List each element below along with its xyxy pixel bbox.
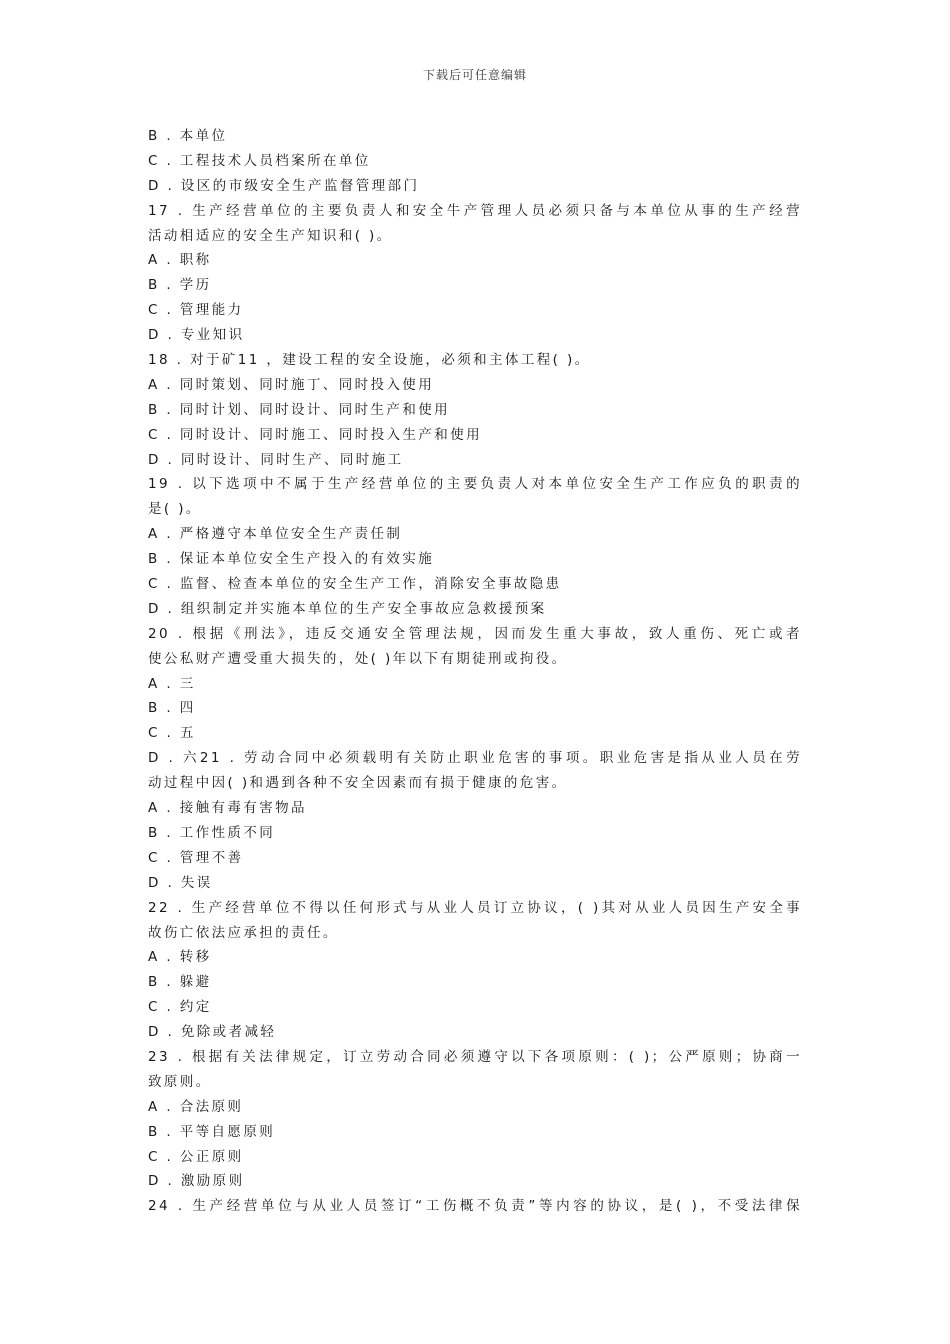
text-line: C . 五 xyxy=(148,725,196,742)
text-line: D . 六21 . 劳动合同中必须载明有关防止职业危害的事项。职业危害是指从业人员在劳 xyxy=(148,750,802,767)
text-line: 活动相适应的安全生产知识和( )。 xyxy=(148,227,393,244)
text-line: C . 约定 xyxy=(148,999,212,1016)
text-line: C . 同时设计、同时施工、同时投入生产和使用 xyxy=(148,426,482,443)
text-line: A . 转移 xyxy=(148,949,212,966)
text-line: 19 . 以下选项中不属于生产经营单位的主要负责人对本单位安全生产工作应负的职责的 xyxy=(148,476,802,493)
text-line: A . 职称 xyxy=(148,252,212,269)
text-line: B . 保证本单位安全生产投入的有效实施 xyxy=(148,551,435,568)
text-line: 17 . 生产经营单位的主要负责人和安全牛产管理人员必须只备与本单位从事的生产经营 xyxy=(148,202,802,219)
text-line: A . 严格遵守本单位安全生产责任制 xyxy=(148,526,403,543)
text-line: B . 本单位 xyxy=(148,128,228,144)
text-line: 22 . 生产经营单位不得以任何形式与从业人员订立协议，( )其对从业人员因生产安全事 xyxy=(148,899,802,916)
text-line: C . 管理能力 xyxy=(148,302,244,319)
text-line: 23 . 根据有关法律规定，订立劳动合同必须遵守以下各项原则：( )；公严原则；协商一 xyxy=(148,1048,802,1065)
text-line: D . 专业知识 xyxy=(148,327,245,344)
text-line: B . 同时计划、同时设计、同时生产和使用 xyxy=(148,401,451,418)
text-line: B . 平等自愿原则 xyxy=(148,1123,276,1140)
text-line: C . 公正原则 xyxy=(148,1148,244,1165)
text-line: A . 合法原则 xyxy=(148,1098,244,1115)
text-line: B . 躲避 xyxy=(148,974,212,991)
text-line: D . 同时设计、同时生产、同时施工 xyxy=(148,451,404,468)
text-line: D . 免除或者减轻 xyxy=(148,1024,277,1041)
text-line: 18 . 对于矿11 ，建设工程的安全设施，必须和主体工程( )。 xyxy=(148,352,591,369)
text-line: 24 . 生产经营单位与从业人员签订“工伤概不负责”等内容的协议，是( )，不受法律保 xyxy=(148,1198,802,1215)
document-body xyxy=(148,124,802,1219)
text-line: B . 学历 xyxy=(148,277,212,294)
text-line: 是( )。 xyxy=(148,501,202,518)
text-line: C . 管理不善 xyxy=(148,849,244,866)
text-line: A . 三 xyxy=(148,675,196,692)
text-line: 使公私财产遭受重大损失的，处( )年以下有期徒刑或拘役。 xyxy=(148,650,568,667)
text-line: D . 设区的市级安全生产监督管理部门 xyxy=(148,177,420,194)
text-line: B . 工作性质不同 xyxy=(148,824,276,841)
text-line: B . 四 xyxy=(148,700,196,717)
text-line: D . 组织制定并实施本单位的生产安全事故应急救援预案 xyxy=(148,600,547,617)
text-line: D . 激励原则 xyxy=(148,1173,245,1190)
page-header: 下载后可任意编辑 xyxy=(422,68,527,82)
text-line: 致原则。 xyxy=(148,1073,212,1090)
text-line: 20 . 根据《刑法》，违反交通安全管理法规，因而发生重大事故，致人重伤、死亡或者 xyxy=(148,625,802,642)
text-line: A . 接触有毒有害物品 xyxy=(148,800,307,817)
text-line: 故伤亡依法应承担的责任。 xyxy=(148,924,339,941)
text-line: C . 工程技术人员档案所在单位 xyxy=(148,152,371,169)
text-line: A . 同时策划、同时施丁、同时投入使用 xyxy=(148,376,435,393)
text-line: D . 失误 xyxy=(148,874,213,891)
text-line: 动过程中因( )和遇到各种不安全因素而有损于健康的危害。 xyxy=(148,775,568,792)
text-line: C . 监督、检查本单位的安全生产工作，消除安全事故隐患 xyxy=(148,576,562,593)
